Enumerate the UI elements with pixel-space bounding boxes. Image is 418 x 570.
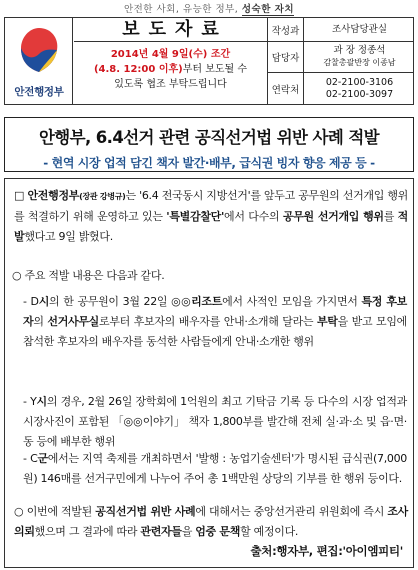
p1-text-3: 를 bbox=[383, 210, 398, 223]
embargo-notice bbox=[74, 42, 267, 104]
embargo-date: 2014년 4월 9일(수) 조간 bbox=[110, 49, 231, 60]
press-release-title: 보도자료 bbox=[74, 18, 267, 42]
contact-info-table bbox=[267, 18, 413, 104]
p6-text-4: 을 bbox=[181, 525, 196, 538]
taeguk-emblem-icon bbox=[17, 26, 61, 74]
paragraph-intro bbox=[14, 186, 408, 247]
contact-line2: 감찰총괄반장 이종남 bbox=[323, 58, 396, 67]
p3-city: 시 bbox=[38, 295, 50, 308]
source-credit: 출처:행자부, 편집:'아이엠피티' bbox=[250, 544, 403, 558]
p1-caught: 적발 bbox=[14, 210, 408, 243]
embargo-time: (4.8. 12:00 이후) bbox=[93, 64, 183, 75]
contact-row bbox=[268, 42, 414, 73]
p1-special-team: '특별감찰단' bbox=[166, 210, 225, 223]
phone-label: 연락처 bbox=[268, 73, 304, 104]
p1-text-4: 했다고 9일 밝혔다. bbox=[24, 230, 113, 243]
square-bullet-icon: □ bbox=[14, 189, 25, 202]
p3-text-1: - D bbox=[23, 295, 39, 308]
p2-text: 주요 적발 내용은 다음과 같다. bbox=[24, 269, 165, 282]
ministry-logo-text: 안전행정부 bbox=[14, 86, 64, 98]
author-value-text: 조사담당관실 bbox=[331, 23, 388, 35]
embargo-line3: 있도록 협조 부탁드립니다 bbox=[114, 79, 227, 90]
press-release-header bbox=[4, 17, 414, 105]
case-c-county bbox=[23, 449, 407, 489]
p4-text-1: - Y bbox=[23, 395, 37, 408]
author-row bbox=[268, 18, 414, 42]
paragraph-summary bbox=[12, 266, 406, 286]
contact-line1: 과 장 정종석 bbox=[333, 45, 386, 56]
p6-text-3: 했으며 그 결과에 따라 bbox=[34, 525, 141, 538]
p6-text-2: 에 대해서는 중앙선거관리 위원회에 즉시 bbox=[195, 505, 388, 518]
embargo-line2: 부터 보도될 수 bbox=[182, 64, 248, 75]
p6-text-1: 이번에 적발된 bbox=[26, 505, 96, 518]
p6-investigation: 조사의뢰 bbox=[14, 505, 408, 538]
p1-ministry: 안전행정부 bbox=[27, 189, 80, 202]
p6-discipline: 엄중 문책 bbox=[195, 525, 241, 538]
author-label: 작성과 bbox=[268, 18, 304, 41]
phone-line2: 02-2100-3097 bbox=[325, 88, 394, 100]
author-value bbox=[305, 18, 414, 41]
circle-bullet-icon: ○ bbox=[12, 269, 22, 282]
p3-candidate: 특정 후보자 bbox=[23, 295, 407, 328]
p3-text-3: 에서 사적인 모임을 가지면서 bbox=[222, 295, 362, 308]
p1-text-2: 에서 다수의 bbox=[224, 210, 283, 223]
p1-text-1: 는 '6.4 전국동시 지방선거'를 앞두고 공무원의 선거개입 행위를 척결하기 위해 운영하고 있는 bbox=[14, 189, 409, 223]
case-y-city bbox=[23, 392, 407, 452]
case-d-city bbox=[23, 292, 407, 352]
p3-text-4: 의 bbox=[33, 315, 48, 328]
p6-text-5: 할 예정이다. bbox=[240, 525, 299, 538]
p4-city: 시 bbox=[36, 395, 47, 408]
p5-county: 군 bbox=[37, 452, 48, 465]
circle-bullet-icon: ○ bbox=[14, 505, 24, 518]
article-body bbox=[4, 178, 414, 568]
headline-title: 안행부, 6.4선거 관련 공직선거법 위반 사례 적발 bbox=[38, 128, 380, 147]
p4-text-2: 의 경우, 2월 26일 장학회에 1억원의 최고 기탁금 기록 등 다수의 시장 업적과 시장사진이 포함된 「◎◎이야기」 책자 1,800부를 발간해 전체 실·과·소 및 읍·면·동 등에 배부한 행위 bbox=[23, 395, 407, 448]
p3-office: 선거사무실 bbox=[47, 315, 100, 328]
paragraph-followup bbox=[14, 502, 408, 542]
contact-label: 담당자 bbox=[268, 42, 304, 72]
p1-violation: 공무원 선거개입 행위 bbox=[282, 210, 384, 223]
p5-text-1: - C bbox=[23, 452, 38, 465]
p5-text-2: 에서는 지역 축제를 개최하면서 '발행 : 농업기술센터'가 명시된 급식권(7,000원) 146매를 선거구민에게 나누어 주어 총 1백만원 상당의 기부를 한 행위 등이다. bbox=[23, 452, 407, 485]
headline-subtitle: - 현역 시장 업적 담긴 책자 발간·배부, 급식권 빙자 향응 제공 등 - bbox=[43, 156, 375, 170]
phone-value bbox=[305, 73, 414, 104]
phone-row bbox=[268, 73, 414, 104]
p6-related: 관련자들 bbox=[140, 525, 182, 538]
phone-line1: 02-2100-3106 bbox=[325, 76, 394, 88]
headline-box bbox=[4, 117, 414, 172]
slogan-text: 안전한 사회, 유능한 정부, bbox=[123, 4, 242, 15]
p1-minister: (장관 강병규) bbox=[79, 192, 126, 201]
p3-text-2: 의 한 공무원이 3월 22일 ◎◎ bbox=[49, 295, 192, 308]
slogan-emphasis: 성숙한 자치 bbox=[241, 4, 295, 15]
contact-value bbox=[305, 42, 414, 72]
p6-violation: 공직선거법 위반 사례 bbox=[95, 505, 196, 518]
p3-text-5: 로부터 후보자의 배우자를 안내·소개해 달라는 bbox=[99, 315, 317, 328]
p3-resort: 리조트 bbox=[191, 295, 223, 308]
logo-cell bbox=[5, 18, 73, 104]
slogan bbox=[0, 1, 418, 16]
p3-request: 부탁 bbox=[316, 315, 338, 328]
p3-text-6: 을 받고 모임에 참석한 후보자의 배우자를 동석한 사람들에게 안내·소개한 행위 bbox=[23, 315, 408, 348]
